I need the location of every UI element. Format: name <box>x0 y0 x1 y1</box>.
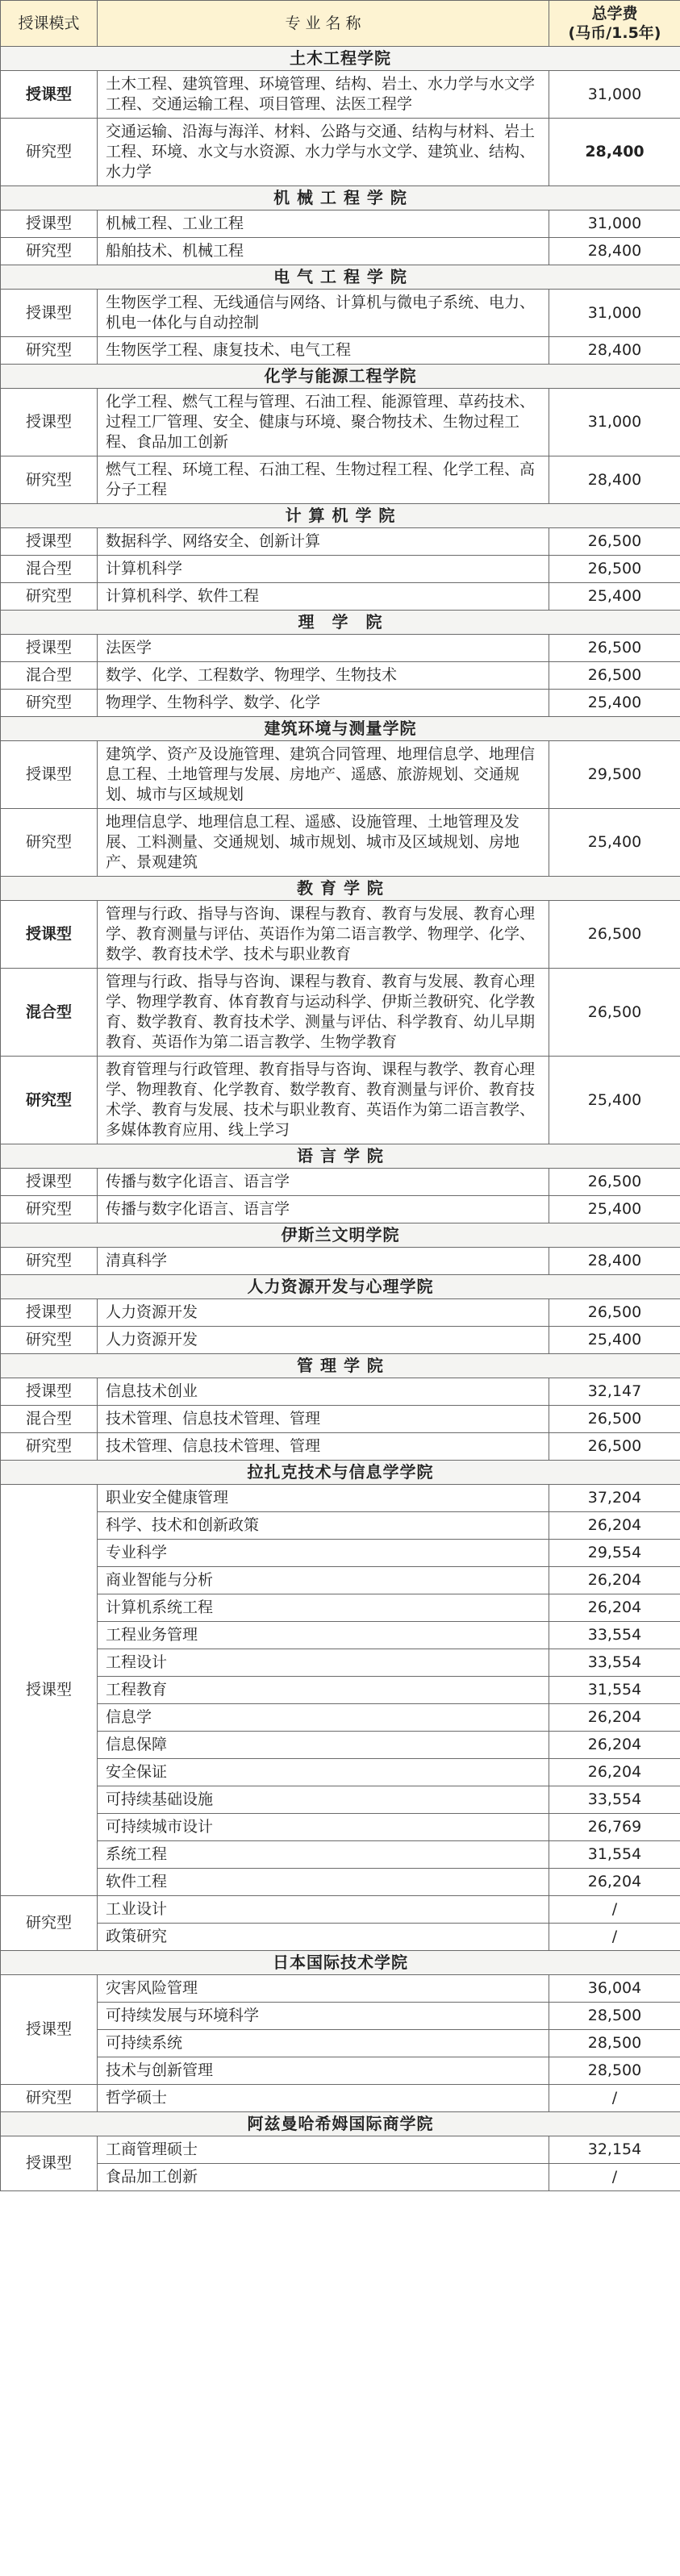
program-row <box>1 1677 680 1704</box>
total-fee: 28,400 <box>549 119 680 186</box>
program-row <box>1 1704 680 1732</box>
faculty-header-row <box>1 717 680 741</box>
program-majors: 生物医学工程、无线通信与网络、计算机与微电子系统、电力、机电一体化与自动控制 <box>98 290 549 337</box>
total-fee: / <box>549 1924 680 1951</box>
program-majors: 计算机科学、软件工程 <box>98 583 549 611</box>
program-major: 工程业务管理 <box>98 1622 549 1649</box>
study-mode: 授课型 <box>1 635 98 662</box>
faculty-header-row <box>1 47 680 71</box>
program-row <box>1 528 680 556</box>
program-row <box>1 1567 680 1594</box>
total-fee: 31,554 <box>549 1841 680 1869</box>
table-header-row <box>1 1 680 47</box>
study-mode: 研究型 <box>1 2085 98 2112</box>
program-major: 工程设计 <box>98 1649 549 1677</box>
faculty-name: 教 育 学 院 <box>1 877 680 901</box>
study-mode: 研究型 <box>1 238 98 265</box>
study-mode: 研究型 <box>1 809 98 877</box>
program-major: 科学、技术和创新政策 <box>98 1512 549 1540</box>
program-majors: 传播与数字化语言、语言学 <box>98 1196 549 1223</box>
faculty-name: 人力资源开发与心理学院 <box>1 1275 680 1299</box>
faculty-name: 化学与能源工程学院 <box>1 365 680 389</box>
program-majors: 土木工程、建筑管理、环境管理、结构、岩土、水力学与水文学工程、交通运输工程、项目管理、法医工程学 <box>98 71 549 119</box>
study-mode: 授课型 <box>1 290 98 337</box>
program-row <box>1 556 680 583</box>
program-majors: 船舶技术、机械工程 <box>98 238 549 265</box>
program-major: 可持续发展与环境科学 <box>98 2003 549 2030</box>
program-major: 专业科学 <box>98 1540 549 1567</box>
program-major: 工商管理硕士 <box>98 2136 549 2164</box>
faculty-header-row <box>1 611 680 635</box>
program-row <box>1 1841 680 1869</box>
total-fee: 28,400 <box>549 1248 680 1275</box>
program-majors: 计算机科学 <box>98 556 549 583</box>
program-row <box>1 809 680 877</box>
program-major: 软件工程 <box>98 1869 549 1896</box>
study-mode: 授课型 <box>1 528 98 556</box>
study-mode: 授课型 <box>1 2136 98 2191</box>
total-fee: 25,400 <box>549 809 680 877</box>
study-mode: 研究型 <box>1 583 98 611</box>
total-fee: 26,500 <box>549 528 680 556</box>
study-mode: 研究型 <box>1 1327 98 1354</box>
faculty-name: 理 学 院 <box>1 611 680 635</box>
program-row <box>1 2085 680 2112</box>
study-mode: 研究型 <box>1 456 98 504</box>
program-row <box>1 1649 680 1677</box>
faculty-name: 阿兹曼哈希姆国际商学院 <box>1 2112 680 2136</box>
program-row <box>1 1196 680 1223</box>
total-fee: 32,147 <box>549 1378 680 1406</box>
faculty-header-row <box>1 1461 680 1485</box>
program-major: 商业智能与分析 <box>98 1567 549 1594</box>
total-fee: 25,400 <box>549 1057 680 1144</box>
program-row <box>1 456 680 504</box>
program-majors: 物理学、生物科学、数学、化学 <box>98 690 549 717</box>
total-fee: 25,400 <box>549 1327 680 1354</box>
program-row <box>1 1622 680 1649</box>
program-row <box>1 1896 680 1924</box>
total-fee: 32,154 <box>549 2136 680 2164</box>
program-majors: 人力资源开发 <box>98 1299 549 1327</box>
total-fee: 31,000 <box>549 290 680 337</box>
total-fee: 25,400 <box>549 583 680 611</box>
faculty-name: 伊斯兰文明学院 <box>1 1223 680 1248</box>
program-major: 计算机系统工程 <box>98 1594 549 1622</box>
program-row <box>1 71 680 119</box>
faculty-header-row <box>1 2112 680 2136</box>
program-row <box>1 1869 680 1896</box>
program-major: 技术与创新管理 <box>98 2057 549 2085</box>
program-row <box>1 1406 680 1433</box>
program-majors: 数学、化学、工程数学、物理学、生物技术 <box>98 662 549 690</box>
faculty-name: 语 言 学 院 <box>1 1144 680 1169</box>
total-fee: 31,554 <box>549 1677 680 1704</box>
study-mode: 研究型 <box>1 1248 98 1275</box>
program-major: 可持续系统 <box>98 2030 549 2057</box>
study-mode: 研究型 <box>1 119 98 186</box>
faculty-name: 拉扎克技术与信息学学院 <box>1 1461 680 1485</box>
study-mode: 授课型 <box>1 1485 98 1896</box>
program-majors: 技术管理、信息技术管理、管理 <box>98 1433 549 1461</box>
total-fee: 31,000 <box>549 389 680 456</box>
total-fee: 28,500 <box>549 2003 680 2030</box>
faculty-header-row <box>1 504 680 528</box>
program-row <box>1 1327 680 1354</box>
study-mode: 授课型 <box>1 901 98 969</box>
program-row <box>1 1814 680 1841</box>
program-row <box>1 1378 680 1406</box>
program-majors: 机械工程、工业工程 <box>98 210 549 238</box>
program-row <box>1 2003 680 2030</box>
program-row <box>1 2030 680 2057</box>
total-fee: 26,769 <box>549 1814 680 1841</box>
program-row <box>1 1433 680 1461</box>
program-row <box>1 210 680 238</box>
program-majors: 传播与数字化语言、语言学 <box>98 1169 549 1196</box>
program-row <box>1 1299 680 1327</box>
faculty-header-row <box>1 1144 680 1169</box>
faculty-header-row <box>1 265 680 290</box>
total-fee: 26,500 <box>549 635 680 662</box>
total-fee: 26,500 <box>549 662 680 690</box>
total-fee: 26,500 <box>549 1299 680 1327</box>
program-row <box>1 1924 680 1951</box>
program-row <box>1 741 680 809</box>
faculty-name: 机 械 工 程 学 院 <box>1 186 680 210</box>
program-major: 系统工程 <box>98 1841 549 1869</box>
program-majors: 建筑学、资产及设施管理、建筑合同管理、地理信息学、地理信息工程、土地管理与发展、房地产、遥感、旅游规划、交通规划、城市与区域规划 <box>98 741 549 809</box>
program-row <box>1 583 680 611</box>
program-row <box>1 1512 680 1540</box>
program-row <box>1 290 680 337</box>
study-mode: 研究型 <box>1 1196 98 1223</box>
program-row <box>1 2136 680 2164</box>
study-mode: 授课型 <box>1 1169 98 1196</box>
faculty-header-row <box>1 186 680 210</box>
header-mode: 授课模式 <box>1 1 98 47</box>
faculty-name: 电 气 工 程 学 院 <box>1 265 680 290</box>
program-row <box>1 1786 680 1814</box>
total-fee: 33,554 <box>549 1649 680 1677</box>
program-row <box>1 1057 680 1144</box>
program-row <box>1 1975 680 2003</box>
total-fee: / <box>549 1896 680 1924</box>
total-fee: 28,400 <box>549 456 680 504</box>
total-fee: 29,554 <box>549 1540 680 1567</box>
faculty-name: 土木工程学院 <box>1 47 680 71</box>
total-fee: 26,500 <box>549 1406 680 1433</box>
total-fee: 36,004 <box>549 1975 680 2003</box>
program-majors: 清真科学 <box>98 1248 549 1275</box>
total-fee: / <box>549 2164 680 2191</box>
study-mode: 授课型 <box>1 389 98 456</box>
program-row <box>1 690 680 717</box>
program-majors: 法医学 <box>98 635 549 662</box>
study-mode: 混合型 <box>1 1406 98 1433</box>
faculty-header-row <box>1 1275 680 1299</box>
total-fee: 29,500 <box>549 741 680 809</box>
program-row <box>1 1732 680 1759</box>
program-major: 工业设计 <box>98 1896 549 1924</box>
program-row <box>1 1248 680 1275</box>
total-fee: 28,400 <box>549 238 680 265</box>
program-major: 安全保证 <box>98 1759 549 1786</box>
total-fee: 26,500 <box>549 1169 680 1196</box>
program-majors: 生物医学工程、康复技术、电气工程 <box>98 337 549 365</box>
study-mode: 研究型 <box>1 690 98 717</box>
faculty-header-row <box>1 365 680 389</box>
program-major: 职业安全健康管理 <box>98 1485 549 1512</box>
total-fee: 26,500 <box>549 1433 680 1461</box>
program-majors: 信息技术创业 <box>98 1378 549 1406</box>
program-major: 可持续基础设施 <box>98 1786 549 1814</box>
program-row <box>1 119 680 186</box>
total-fee: 26,204 <box>549 1759 680 1786</box>
program-major: 食品加工创新 <box>98 2164 549 2191</box>
faculty-name: 计 算 机 学 院 <box>1 504 680 528</box>
study-mode: 授课型 <box>1 71 98 119</box>
total-fee: 31,000 <box>549 210 680 238</box>
program-row <box>1 389 680 456</box>
header-fee-line2: (马币/1.5年) <box>568 24 661 42</box>
program-row <box>1 1594 680 1622</box>
total-fee: 26,204 <box>549 1567 680 1594</box>
total-fee: 26,204 <box>549 1704 680 1732</box>
program-majors: 燃气工程、环境工程、石油工程、生物过程工程、化学工程、高分子工程 <box>98 456 549 504</box>
study-mode: 研究型 <box>1 1057 98 1144</box>
faculty-name: 建筑环境与测量学院 <box>1 717 680 741</box>
program-row <box>1 1759 680 1786</box>
total-fee: 26,204 <box>549 1594 680 1622</box>
study-mode: 授课型 <box>1 741 98 809</box>
program-majors: 人力资源开发 <box>98 1327 549 1354</box>
faculty-header-row <box>1 1223 680 1248</box>
program-row <box>1 1540 680 1567</box>
program-row <box>1 1485 680 1512</box>
faculty-header-row <box>1 877 680 901</box>
total-fee: 28,500 <box>549 2030 680 2057</box>
total-fee: 28,400 <box>549 337 680 365</box>
total-fee: 25,400 <box>549 1196 680 1223</box>
program-majors: 技术管理、信息技术管理、管理 <box>98 1406 549 1433</box>
program-majors: 化学工程、燃气工程与管理、石油工程、能源管理、草药技术、过程工厂管理、安全、健康与环境、聚合物技术、生物过程工程、食品加工创新 <box>98 389 549 456</box>
study-mode: 授课型 <box>1 1975 98 2085</box>
study-mode: 混合型 <box>1 969 98 1057</box>
study-mode: 研究型 <box>1 1896 98 1951</box>
program-row <box>1 337 680 365</box>
program-major: 哲学硕士 <box>98 2085 549 2112</box>
program-major: 灾害风险管理 <box>98 1975 549 2003</box>
total-fee: 33,554 <box>549 1622 680 1649</box>
program-majors: 教育管理与行政管理、教育指导与咨询、课程与教学、教育心理学、物理教育、化学教育、数学教育、教育测量与评价、教育技术学、教育与发展、技术与职业教育、英语作为第二语言教学、多媒体教育应用、线上学习 <box>98 1057 549 1144</box>
program-row <box>1 662 680 690</box>
total-fee: 26,204 <box>549 1732 680 1759</box>
study-mode: 授课型 <box>1 210 98 238</box>
table-body <box>1 1 680 2191</box>
faculty-header-row <box>1 1354 680 1378</box>
faculty-name: 管 理 学 院 <box>1 1354 680 1378</box>
program-majors: 管理与行政、指导与咨询、课程与教育、教育与发展、教育心理学、物理学教育、体育教育与运动科学、伊斯兰教研究、化学教育、数学教育、教育技术学、测量与评估、科学教育、幼儿早期教育、英语作为第二语言教学、生物学教育 <box>98 969 549 1057</box>
study-mode: 研究型 <box>1 1433 98 1461</box>
program-row <box>1 969 680 1057</box>
program-row <box>1 2057 680 2085</box>
program-majors: 地理信息学、地理信息工程、遥感、设施管理、土地管理及发展、工料测量、交通规划、城市规划、城市及区域规划、房地产、景观建筑 <box>98 809 549 877</box>
program-row <box>1 635 680 662</box>
total-fee: 26,500 <box>549 901 680 969</box>
total-fee: 26,500 <box>549 969 680 1057</box>
header-fee-line1: 总学费 <box>591 5 638 23</box>
study-mode: 研究型 <box>1 337 98 365</box>
program-row <box>1 901 680 969</box>
total-fee: 25,400 <box>549 690 680 717</box>
program-major: 信息保障 <box>98 1732 549 1759</box>
program-row <box>1 1169 680 1196</box>
study-mode: 授课型 <box>1 1299 98 1327</box>
total-fee: 28,500 <box>549 2057 680 2085</box>
program-majors: 管理与行政、指导与咨询、课程与教育、教育与发展、教育心理学、教育测量与评估、英语作为第二语言教学、物理学、化学、数学、教育技术学、技术与职业教育 <box>98 901 549 969</box>
total-fee: 33,554 <box>549 1786 680 1814</box>
header-fee <box>549 1 680 47</box>
program-major: 可持续城市设计 <box>98 1814 549 1841</box>
program-majors: 数据科学、网络安全、创新计算 <box>98 528 549 556</box>
program-major: 信息学 <box>98 1704 549 1732</box>
total-fee: 26,204 <box>549 1512 680 1540</box>
study-mode: 混合型 <box>1 556 98 583</box>
total-fee: / <box>549 2085 680 2112</box>
faculty-name: 日本国际技术学院 <box>1 1951 680 1975</box>
total-fee: 26,500 <box>549 556 680 583</box>
program-major: 工程教育 <box>98 1677 549 1704</box>
program-row <box>1 2164 680 2191</box>
header-major: 专 业 名 称 <box>98 1 549 47</box>
total-fee: 37,204 <box>549 1485 680 1512</box>
study-mode: 授课型 <box>1 1378 98 1406</box>
program-majors: 交通运输、沿海与海洋、材料、公路与交通、结构与材料、岩土工程、环境、水文与水资源、水力学与水文学、建筑业、结构、水力学 <box>98 119 549 186</box>
faculty-header-row <box>1 1951 680 1975</box>
total-fee: 31,000 <box>549 71 680 119</box>
program-major: 政策研究 <box>98 1924 549 1951</box>
program-row <box>1 238 680 265</box>
study-mode: 混合型 <box>1 662 98 690</box>
total-fee: 26,204 <box>549 1869 680 1896</box>
